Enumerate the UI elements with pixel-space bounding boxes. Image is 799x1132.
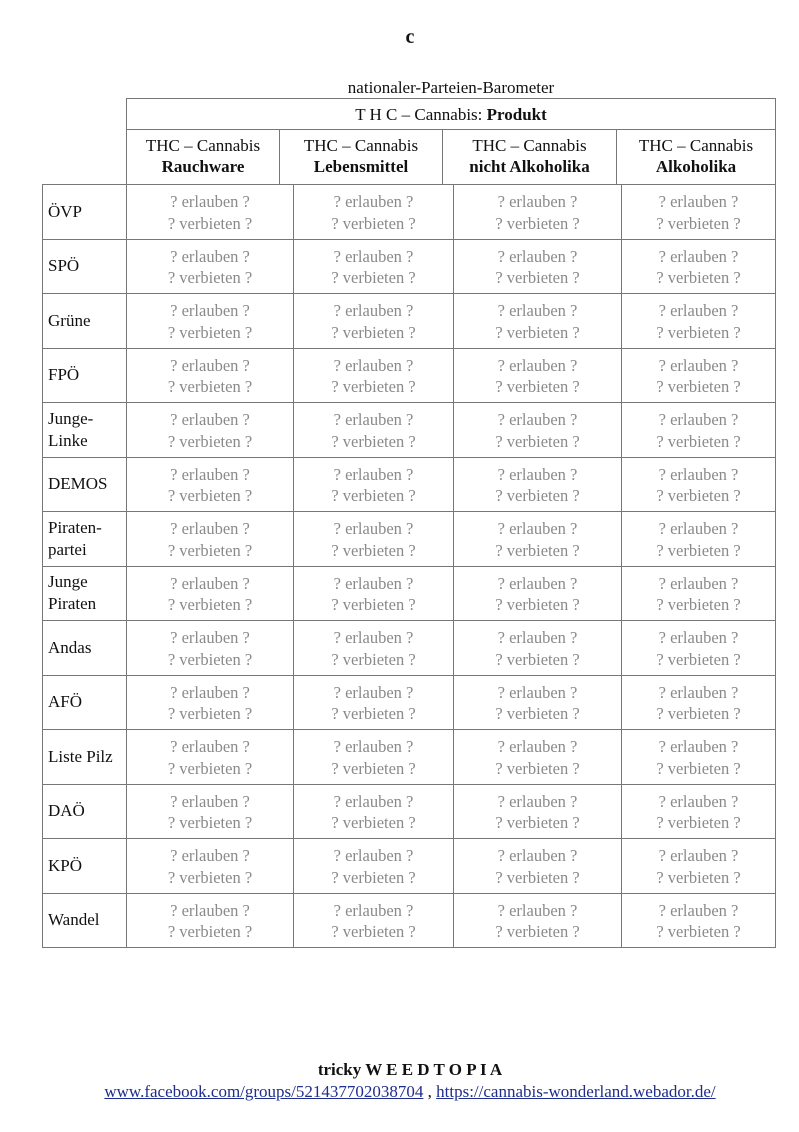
vote-cell — [293, 240, 453, 294]
allow-option: ? erlauben ? — [658, 410, 739, 429]
forbid-option: ? verbieten ? — [656, 595, 741, 614]
party-name: AFÖ — [43, 676, 127, 730]
allow-option: ? erlauben ? — [497, 682, 578, 702]
forbid-option: ? verbieten ? — [331, 813, 416, 832]
vote-cell — [293, 458, 453, 512]
vote-cell — [621, 240, 775, 294]
vote-cell — [293, 621, 453, 675]
party-name: Wandel — [43, 894, 127, 948]
allow-option: ? erlauben ? — [170, 737, 250, 756]
column-header-rauchware — [127, 130, 279, 185]
allow-option: ? erlauben ? — [658, 791, 739, 811]
forbid-option: ? verbieten ? — [495, 649, 580, 669]
vote-cell — [293, 512, 453, 566]
allow-option: ? erlauben ? — [497, 900, 578, 920]
allow-option: ? erlauben ? — [497, 628, 578, 647]
table-row — [43, 839, 775, 894]
vote-cell — [293, 567, 453, 621]
forbid-option: ? verbieten ? — [495, 377, 580, 396]
forbid-option: ? verbieten ? — [167, 595, 253, 614]
vote-cell — [621, 785, 775, 839]
column-header-line1: THC – Cannabis — [472, 136, 587, 155]
forbid-option: ? verbieten ? — [331, 867, 416, 887]
forbid-option: ? verbieten ? — [167, 649, 253, 669]
vote-cell — [127, 185, 293, 239]
forbid-option: ? verbieten ? — [495, 704, 580, 723]
allow-option: ? erlauben ? — [658, 355, 739, 375]
product-heading-bold: Produkt — [486, 105, 547, 124]
vote-cell — [127, 621, 293, 675]
forbid-option: ? verbieten ? — [495, 540, 580, 560]
forbid-option: ? verbieten ? — [656, 322, 741, 342]
allow-option: ? erlauben ? — [333, 791, 414, 811]
forbid-option: ? verbieten ? — [495, 867, 580, 887]
forbid-option: ? verbieten ? — [656, 867, 741, 887]
allow-option: ? erlauben ? — [658, 464, 739, 484]
table-row — [43, 785, 775, 840]
forbid-option: ? verbieten ? — [495, 322, 580, 342]
column-header-line1: THC – Cannabis — [145, 136, 261, 155]
forbid-option: ? verbieten ? — [656, 377, 741, 396]
forbid-option: ? verbieten ? — [495, 758, 580, 778]
vote-cell — [293, 894, 453, 948]
allow-option: ? erlauben ? — [497, 355, 578, 375]
column-header-lebensmittel — [279, 130, 442, 185]
vote-cell — [127, 894, 293, 948]
allow-option: ? erlauben ? — [333, 737, 414, 756]
party-name: Andas — [43, 621, 127, 675]
vote-cell — [127, 403, 293, 457]
page-letter: c — [405, 26, 415, 48]
table-row — [43, 567, 775, 622]
vote-cell — [453, 349, 621, 403]
allow-option: ? erlauben ? — [170, 301, 250, 320]
vote-cell — [453, 839, 621, 893]
allow-option: ? erlauben ? — [170, 192, 250, 211]
table-row — [43, 676, 775, 731]
vote-cell — [453, 458, 621, 512]
vote-cell — [621, 730, 775, 784]
allow-option: ? erlauben ? — [333, 900, 414, 920]
website-link[interactable]: https://cannabis-wonderland.webador.de/ — [436, 1082, 716, 1101]
forbid-option: ? verbieten ? — [167, 813, 253, 832]
forbid-option: ? verbieten ? — [167, 431, 253, 451]
forbid-option: ? verbieten ? — [495, 213, 580, 233]
forbid-option: ? verbieten ? — [656, 268, 741, 287]
allow-option: ? erlauben ? — [170, 791, 250, 811]
party-name: Grüne — [43, 294, 127, 348]
forbid-option: ? verbieten ? — [331, 431, 416, 451]
allow-option: ? erlauben ? — [497, 246, 578, 266]
vote-cell — [453, 403, 621, 457]
vote-cell — [293, 349, 453, 403]
allow-option: ? erlauben ? — [170, 410, 250, 429]
forbid-option: ? verbieten ? — [167, 704, 253, 723]
party-name: SPÖ — [43, 240, 127, 294]
vote-cell — [127, 458, 293, 512]
vote-cell — [453, 621, 621, 675]
product-heading-prefix: T H C – Cannabis: — [355, 105, 487, 124]
forbid-option: ? verbieten ? — [167, 867, 253, 887]
forbid-option: ? verbieten ? — [656, 431, 741, 451]
column-header-line1: THC – Cannabis — [303, 136, 419, 155]
forbid-option: ? verbieten ? — [656, 213, 741, 233]
forbid-option: ? verbieten ? — [331, 704, 416, 723]
party-name: Junge Piraten — [43, 567, 127, 621]
barometer-subtitle: nationaler-Parteien-Barometer — [347, 78, 555, 97]
vote-cell — [621, 185, 775, 239]
table-row — [43, 185, 775, 240]
forbid-option: ? verbieten ? — [167, 377, 253, 396]
vote-cell — [453, 512, 621, 566]
forbid-option: ? verbieten ? — [331, 486, 416, 505]
column-header-line2: Lebensmittel — [313, 157, 409, 176]
vote-cell — [453, 567, 621, 621]
allow-option: ? erlauben ? — [497, 573, 578, 593]
forbid-option: ? verbieten ? — [656, 540, 741, 560]
allow-option: ? erlauben ? — [170, 464, 250, 484]
facebook-group-link[interactable]: www.facebook.com/groups/521437702038704 — [104, 1082, 424, 1101]
vote-cell — [293, 185, 453, 239]
vote-cell — [621, 458, 775, 512]
vote-cell — [621, 294, 775, 348]
allow-option: ? erlauben ? — [658, 519, 739, 538]
vote-cell — [293, 676, 453, 730]
forbid-option: ? verbieten ? — [331, 322, 416, 342]
column-header-nicht-alkoholika — [442, 130, 616, 185]
vote-cell — [621, 839, 775, 893]
table-row — [43, 294, 775, 349]
party-name: Piraten-partei — [43, 512, 127, 566]
allow-option: ? erlauben ? — [658, 682, 739, 702]
vote-cell — [621, 676, 775, 730]
forbid-option: ? verbieten ? — [495, 813, 580, 832]
allow-option: ? erlauben ? — [658, 192, 739, 211]
allow-option: ? erlauben ? — [170, 246, 250, 266]
party-name: DAÖ — [43, 785, 127, 839]
allow-option: ? erlauben ? — [333, 628, 414, 647]
forbid-option: ? verbieten ? — [656, 758, 741, 778]
forbid-option: ? verbieten ? — [331, 922, 416, 941]
table-row — [43, 240, 775, 295]
allow-option: ? erlauben ? — [497, 791, 578, 811]
allow-option: ? erlauben ? — [170, 628, 250, 647]
footer-brand-name: W E E D T O P I A — [365, 1060, 503, 1079]
table-row — [43, 621, 775, 676]
forbid-option: ? verbieten ? — [331, 540, 416, 560]
allow-option: ? erlauben ? — [497, 464, 578, 484]
forbid-option: ? verbieten ? — [495, 268, 580, 287]
forbid-option: ? verbieten ? — [167, 213, 253, 233]
forbid-option: ? verbieten ? — [656, 813, 741, 832]
allow-option: ? erlauben ? — [170, 355, 250, 375]
allow-option: ? erlauben ? — [170, 573, 250, 593]
vote-cell — [453, 240, 621, 294]
vote-cell — [621, 894, 775, 948]
party-name: FPÖ — [43, 349, 127, 403]
vote-cell — [293, 403, 453, 457]
forbid-option: ? verbieten ? — [495, 486, 580, 505]
table-row — [43, 894, 775, 949]
vote-cell — [127, 839, 293, 893]
vote-cell — [293, 294, 453, 348]
column-header-line2: nicht Alkoholika — [469, 157, 590, 176]
vote-cell — [621, 621, 775, 675]
party-name: DEMOS — [43, 458, 127, 512]
forbid-option: ? verbieten ? — [331, 758, 416, 778]
vote-cell — [621, 567, 775, 621]
table-row — [43, 730, 775, 785]
allow-option: ? erlauben ? — [333, 410, 414, 429]
allow-option: ? erlauben ? — [658, 301, 739, 320]
forbid-option: ? verbieten ? — [331, 377, 416, 396]
forbid-option: ? verbieten ? — [331, 649, 416, 669]
allow-option: ? erlauben ? — [333, 573, 414, 593]
vote-cell — [621, 349, 775, 403]
allow-option: ? erlauben ? — [497, 737, 578, 756]
vote-cell — [127, 676, 293, 730]
allow-option: ? erlauben ? — [658, 846, 739, 865]
forbid-option: ? verbieten ? — [167, 268, 253, 287]
forbid-option: ? verbieten ? — [331, 595, 416, 614]
product-heading — [127, 98, 775, 130]
allow-option: ? erlauben ? — [497, 410, 578, 429]
table-row — [43, 512, 775, 567]
party-name: Liste Pilz — [43, 730, 127, 784]
allow-option: ? erlauben ? — [497, 846, 578, 865]
allow-option: ? erlauben ? — [658, 737, 739, 756]
allow-option: ? erlauben ? — [658, 573, 739, 593]
table-header — [126, 98, 776, 185]
table-row — [43, 349, 775, 404]
allow-option: ? erlauben ? — [333, 846, 414, 865]
forbid-option: ? verbieten ? — [495, 595, 580, 614]
allow-option: ? erlauben ? — [170, 846, 250, 865]
vote-cell — [127, 512, 293, 566]
allow-option: ? erlauben ? — [497, 301, 578, 320]
party-name: Junge-Linke — [43, 403, 127, 457]
link-separator: , — [423, 1082, 437, 1101]
allow-option: ? erlauben ? — [170, 900, 250, 920]
footer-links — [0, 1082, 799, 1102]
vote-cell — [453, 730, 621, 784]
allow-option: ? erlauben ? — [658, 246, 739, 266]
footer-brand-prefix: tricky — [317, 1060, 366, 1079]
forbid-option: ? verbieten ? — [167, 758, 253, 778]
column-header-line1: THC – Cannabis — [638, 136, 754, 155]
vote-cell — [127, 730, 293, 784]
vote-cell — [453, 676, 621, 730]
allow-option: ? erlauben ? — [333, 301, 414, 320]
forbid-option: ? verbieten ? — [656, 649, 741, 669]
forbid-option: ? verbieten ? — [495, 922, 580, 941]
table-row — [43, 458, 775, 513]
forbid-option: ? verbieten ? — [656, 704, 741, 723]
vote-cell — [127, 567, 293, 621]
column-header-alkoholika — [616, 130, 775, 185]
allow-option: ? erlauben ? — [333, 192, 414, 211]
forbid-option: ? verbieten ? — [495, 431, 580, 451]
allow-option: ? erlauben ? — [333, 682, 414, 702]
allow-option: ? erlauben ? — [333, 355, 414, 375]
table-row — [43, 403, 775, 458]
allow-option: ? erlauben ? — [497, 192, 578, 211]
vote-cell — [453, 785, 621, 839]
column-headers — [127, 130, 775, 185]
party-name: ÖVP — [43, 185, 127, 239]
forbid-option: ? verbieten ? — [167, 486, 253, 505]
forbid-option: ? verbieten ? — [656, 486, 741, 505]
forbid-option: ? verbieten ? — [656, 922, 741, 941]
forbid-option: ? verbieten ? — [331, 268, 416, 287]
forbid-option: ? verbieten ? — [331, 213, 416, 233]
vote-cell — [127, 294, 293, 348]
allow-option: ? erlauben ? — [658, 628, 739, 647]
vote-cell — [127, 785, 293, 839]
column-header-line2: Alkoholika — [655, 157, 737, 176]
vote-cell — [453, 294, 621, 348]
vote-cell — [293, 730, 453, 784]
vote-cell — [127, 349, 293, 403]
vote-cell — [453, 185, 621, 239]
vote-cell — [293, 839, 453, 893]
allow-option: ? erlauben ? — [497, 519, 578, 538]
vote-cell — [621, 512, 775, 566]
vote-cell — [127, 240, 293, 294]
party-vote-table — [42, 184, 776, 948]
allow-option: ? erlauben ? — [333, 519, 414, 538]
allow-option: ? erlauben ? — [658, 900, 739, 920]
vote-cell — [453, 894, 621, 948]
vote-cell — [621, 403, 775, 457]
footer-brand — [0, 1060, 799, 1080]
forbid-option: ? verbieten ? — [167, 922, 253, 941]
vote-cell — [293, 785, 453, 839]
forbid-option: ? verbieten ? — [167, 322, 253, 342]
forbid-option: ? verbieten ? — [167, 540, 253, 560]
party-name: KPÖ — [43, 839, 127, 893]
allow-option: ? erlauben ? — [170, 519, 250, 538]
allow-option: ? erlauben ? — [170, 682, 250, 702]
column-header-line2: Rauchware — [161, 157, 245, 176]
allow-option: ? erlauben ? — [333, 246, 414, 266]
allow-option: ? erlauben ? — [333, 464, 414, 484]
